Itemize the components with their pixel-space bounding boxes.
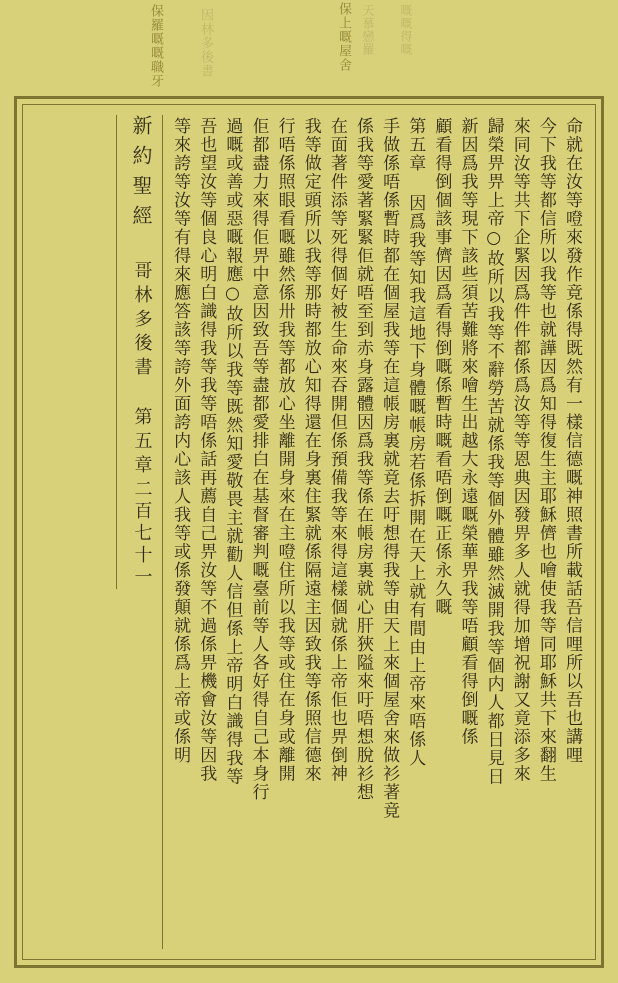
text-column: 歸榮畀畀上帝○故所以我等不辭勞苦就係我等個外體雖然滅開我等個内人都日見日 [483, 117, 504, 786]
vertical-text-columns [33, 115, 585, 949]
text-column-chapter-heading: 第五章 因爲我等知我這地下身體嘅帳房若係拆開在天上就有間由上帝來唔係人 [405, 117, 426, 768]
text-column: 今下我等都信所以我等也就譁因爲知得復生主耶穌儕也噲使我等同耶穌共下來翻生 [535, 117, 556, 783]
text-column: 命就在汝等噔來發作竟係得既然有一樣信德嘅神照書所載話吾信哩所以吾也講哩 [562, 117, 582, 765]
text-column: 吾也望汝等個良心明白識得我等我等唔係話再薦自己畀汝等不過係畀機會汝等因我 [196, 117, 217, 783]
text-block-inner-rule [22, 104, 596, 960]
bleedthrough-text-4: 嘅嘅得嘅 [399, 4, 413, 56]
page-title: 新約聖經 [129, 115, 153, 235]
text-block-frame [14, 96, 604, 968]
bleedthrough-text-2: 因林多後書 [198, 8, 213, 78]
text-column: 在面著件添等死得個好被生命來吞開但係預備我等來得這樣個就係上帝佢也畀倒神 [326, 117, 347, 783]
text-column: 顧看得倒個該事儕因爲看得倒嘅係暫時嘅看唔倒嘅正係永久嘅 [431, 117, 452, 617]
text-column: 過嘅或善或惡嘅報應○故所以我等既然知愛敬畏主就勸人信但係上帝明白識得我等 [222, 117, 243, 786]
page-header-block [116, 115, 156, 589]
text-column: 新因爲我等現下該些須苦難將來噲生出越大永遠嘅榮華畀我等唔顧看得倒嘅係 [457, 117, 478, 746]
text-column: 手做係唔係暫時都在個屋我等在這帳房裏就竟去吁想得我等由天上來個屋舍來做衫著竟 [379, 117, 400, 820]
text-column: 係我等愛著緊緊佢就唔至到赤身露體因爲我等係在帳房裏就心肝狹隘來吁唔想脫衫想 [353, 117, 373, 802]
bleedthrough-text-5: 天慕戀羅 [361, 4, 375, 56]
text-column: 行唔係照眼看嘅雖然係卅我等都放心坐離開身來在主噔住所以我等或住在身或離開 [274, 117, 295, 783]
text-column: 等來誇等汝等有得來應答該等誇外面誇内心該人我等或係發顛就係爲上帝或係明 [170, 117, 191, 765]
bleedthrough-text-3: 保上嘅屋舍 [336, 2, 351, 72]
text-column: 來同汝等共下企緊因爲件件都係爲汝等等恩典因發畀多人就得加增祝謝又竟添多來 [509, 117, 530, 783]
book-name: 哥林多後書 [131, 261, 153, 381]
column-divider-rule [162, 115, 163, 949]
text-column: 佢都盡力來得佢畀中意因致吾等盡都愛排白在基督審判嘅臺前等人各好得自己本身行 [248, 117, 269, 802]
bleedthrough-text-1: 保羅嘅嘅職牙 [148, 4, 163, 88]
page-number: 二百七十一 [131, 479, 153, 589]
chapter-label: 第五章 [131, 407, 153, 479]
text-column: 我等做定頭所以我等那時都放心知得還在身裏住緊就係隔遠主因致我等係照信德來 [300, 117, 321, 783]
